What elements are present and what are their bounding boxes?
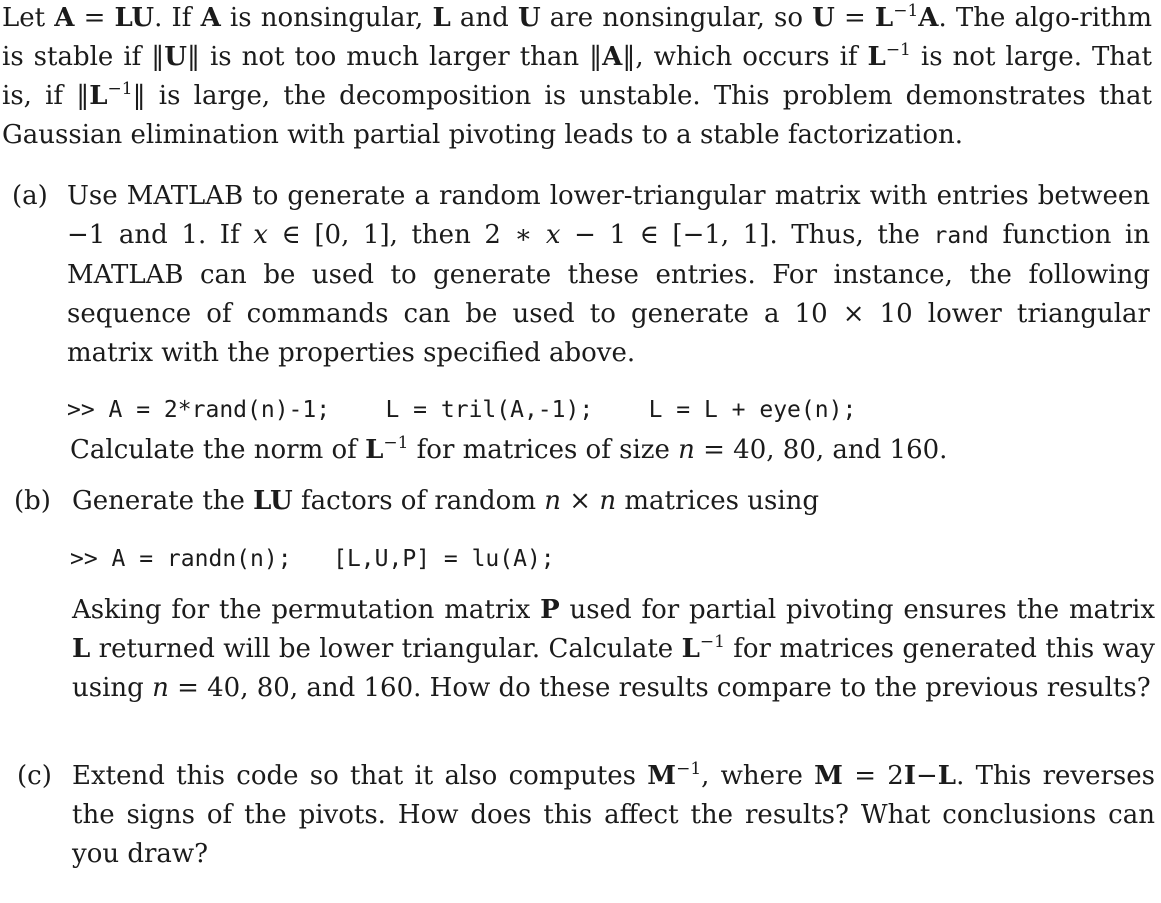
part-c-text: [72, 757, 1155, 874]
intro-text: . If: [154, 3, 201, 33]
intro-text: =: [834, 3, 875, 33]
intro-text: and: [450, 3, 518, 33]
matrix-L: L: [681, 634, 700, 664]
part-b-segment: = 40, 80, and 160. How do these results compare to the previous results?: [168, 673, 1151, 703]
part-b-segment: for matrices generated this way using: [72, 634, 1155, 703]
part-b-segment: Asking for the permutation matrix: [72, 595, 541, 625]
intro-text: are nonsingular, so: [540, 3, 813, 33]
part-a-label: (a): [12, 181, 48, 211]
minus-sign: −: [915, 761, 938, 791]
intro-text: ‖ is large, the decomposition is unstable. This problem demonstrates that Gaussian elimination with partial pivoting leads to a stable factorization.: [2, 81, 1153, 150]
matrix-U: U: [812, 3, 835, 33]
part-a-segment: − 1 ∈ [−1, 1]. Thus, the: [560, 220, 934, 250]
part-b-segment: matrices using: [616, 486, 820, 516]
part-b-segment: factors of random: [292, 486, 545, 516]
part-b: [14, 482, 1154, 747]
part-c-segment: . This reverses the signs of the pivots. How does this affect the results? What conclusions can you draw?: [72, 761, 1156, 869]
part-a-segment: function in MATLAB can be used to generate these entries. For instance, the following sequence of commands can be used to generate a 10 × 10 lower triangular matrix with the properties specified above.: [67, 220, 1150, 368]
part-a-segment: = 40, 80, and 160.: [694, 435, 948, 465]
inverse-superscript: −1: [383, 433, 409, 453]
rand-function-name: rand: [933, 223, 989, 249]
variable-x: x: [545, 220, 561, 250]
matrix-A: A: [200, 3, 221, 33]
part-a-calc: [70, 431, 1153, 470]
matrix-I: I: [903, 761, 916, 791]
variable-n: n: [152, 673, 169, 703]
variable-n: n: [544, 486, 561, 516]
part-b-segment: ×: [561, 486, 600, 516]
part-a-segment: for matrices of size: [408, 435, 679, 465]
inverse-superscript: −1: [885, 40, 911, 60]
matrix-M: M: [647, 761, 677, 791]
inverse-superscript: −1: [107, 79, 133, 99]
part-c-label: (c): [17, 761, 52, 791]
part-b-code: >> A = randn(n); [L,U,P] = lu(A);: [70, 546, 555, 572]
part-b-intro: [72, 482, 1155, 521]
matrix-LU: LU: [114, 3, 155, 33]
inverse-superscript: −1: [699, 632, 725, 652]
part-b-segment: used for partial pivoting ensures the matrix: [559, 595, 1155, 625]
part-c-segment: Extend this code so that it also computes: [72, 761, 648, 791]
matrix-L: L: [365, 435, 384, 465]
part-c: [17, 757, 1155, 887]
intro-text: is not large. That is, if ‖: [2, 42, 1153, 111]
part-a: [12, 177, 1152, 487]
matrix-L: L: [874, 3, 894, 33]
part-c-segment: = 2: [842, 761, 904, 791]
part-b-label: (b): [14, 486, 51, 516]
matrix-M: M: [814, 761, 843, 791]
matrix-LU: LU: [253, 486, 293, 516]
part-a-segment: Use MATLAB to generate a random lower-triangular matrix with entries between −1 and 1. If: [67, 181, 1150, 250]
matrix-A: A: [54, 3, 75, 33]
matrix-L: L: [72, 634, 91, 664]
matrix-A: A: [602, 42, 623, 72]
variable-n: n: [599, 486, 617, 516]
matrix-U: U: [517, 3, 541, 33]
intro-text: is nonsingular,: [220, 3, 433, 33]
intro-text: ‖ is not too much larger than ‖: [186, 42, 603, 72]
part-c-segment: , where: [701, 761, 815, 791]
variable-x: x: [253, 220, 268, 250]
intro-paragraph: [2, 0, 1152, 155]
inverse-superscript: −1: [893, 1, 919, 21]
matrix-L: L: [432, 3, 451, 33]
part-b-segment: returned will be lower triangular. Calculate: [90, 634, 682, 664]
matrix-A: A: [918, 3, 939, 33]
part-a-segment: ∈ [0, 1], then 2 ∗: [267, 220, 546, 250]
matrix-L: L: [89, 81, 108, 111]
part-a-text: [67, 177, 1150, 373]
intro-text: Let: [2, 3, 55, 33]
matrix-U: U: [164, 42, 187, 72]
part-a-code: >> A = 2*rand(n)-1; L = tril(A,-1); L = L + eye(n);: [67, 397, 857, 423]
variable-n: n: [678, 435, 695, 465]
part-b-segment: Generate the: [72, 486, 254, 516]
matrix-L: L: [937, 761, 957, 791]
part-a-segment: Calculate the norm of: [70, 435, 366, 465]
matrix-L: L: [867, 42, 886, 72]
inverse-superscript: −1: [676, 759, 702, 779]
intro-text: ‖, which occurs if: [622, 42, 868, 72]
intro-text: . The algo-rithm is stable if ‖: [2, 3, 1152, 72]
intro-text: =: [74, 3, 115, 33]
part-b-text: [72, 591, 1155, 708]
matrix-P: P: [540, 595, 560, 625]
